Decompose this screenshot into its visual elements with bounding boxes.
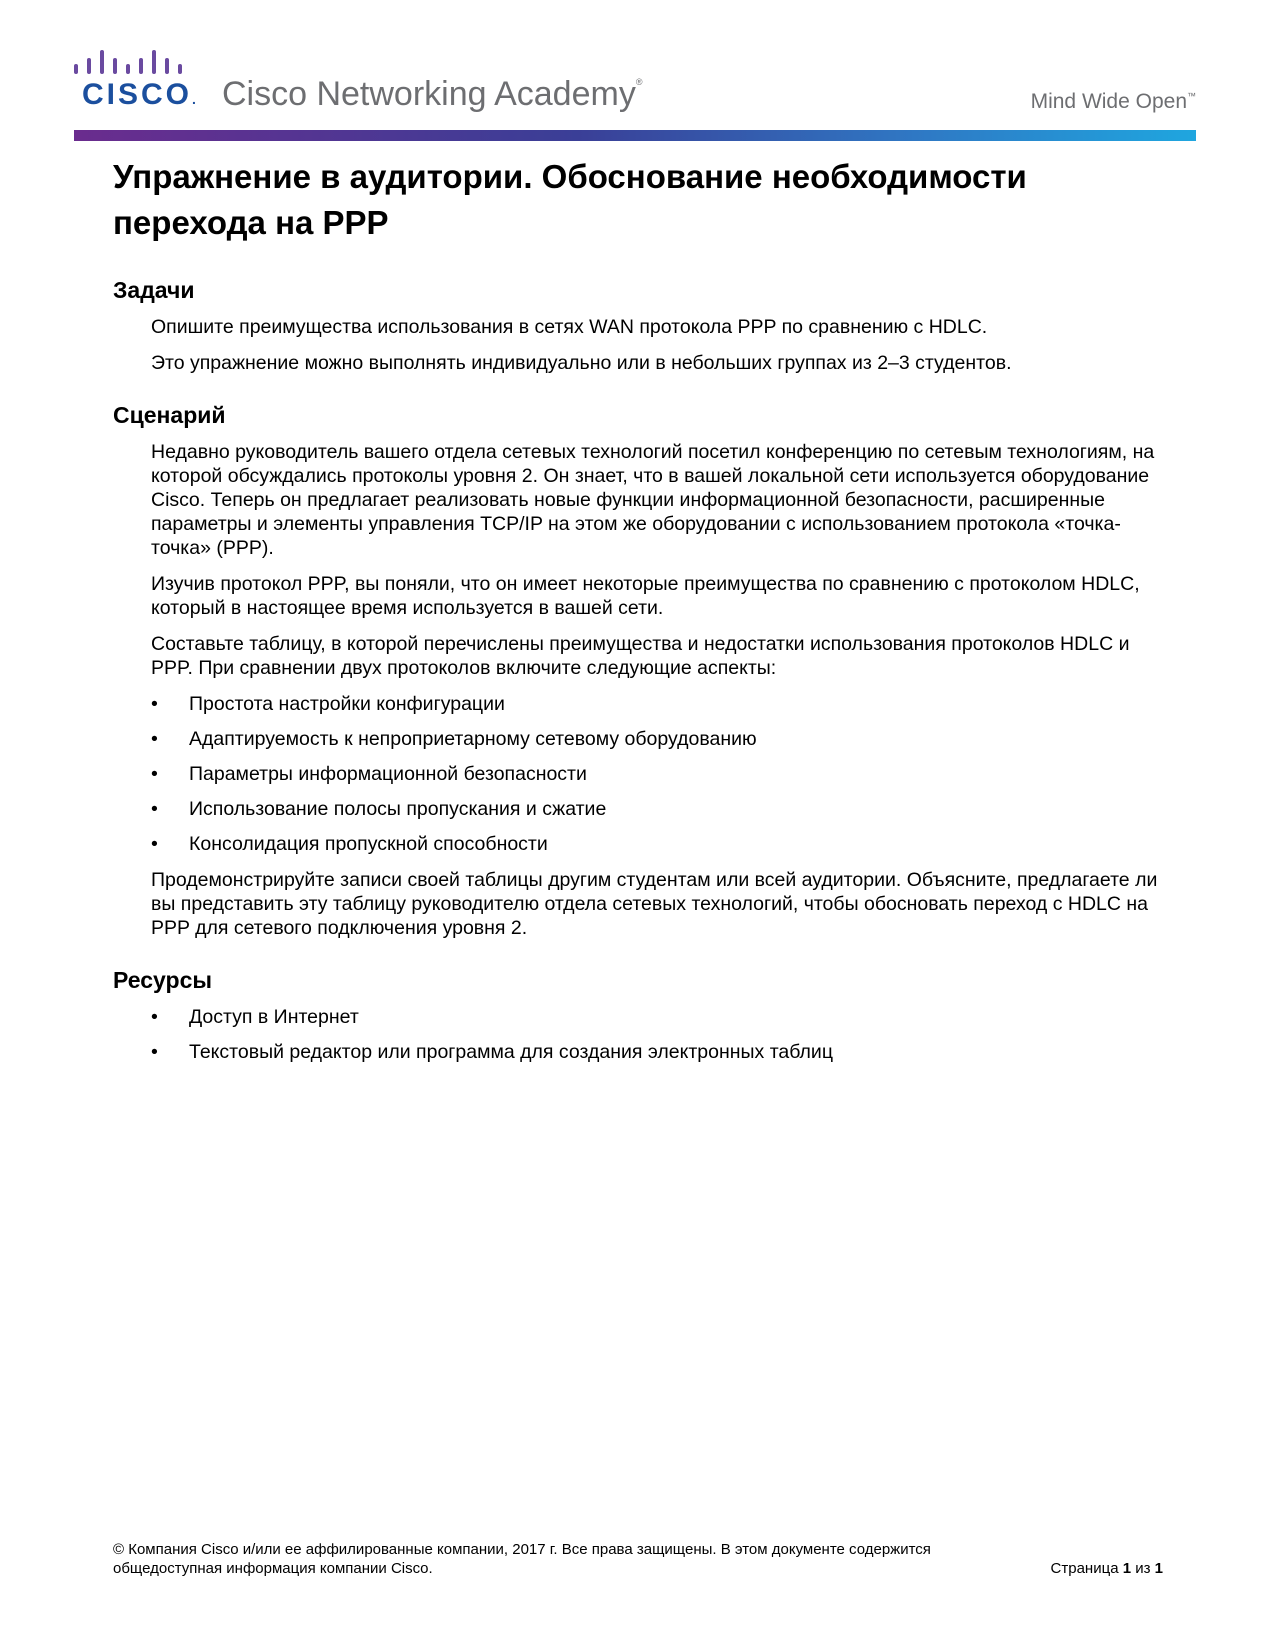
bullet-icon: •: [151, 1006, 158, 1028]
objectives-paragraph: Опишите преимущества использования в сетях WAN протокола PPP по сравнению с HDLC.: [151, 316, 988, 338]
scenario-paragraph: Недавно руководитель вашего отдела сетевых технологий посетил конференцию по сетевым технологиям, на которой обсуждались протоколы уровня 2. Он знает, что в вашей локальной сети используется оборудование Cisco. Теперь он предлагает реализовать новые функции информационной безопасности, расширенные параметры и элементы управления TCP/IP на этом же оборудовании с использованием протокола «точка-точка» (PPP).: [151, 441, 1155, 559]
resources-section: [113, 966, 1163, 1064]
list-item: • Доступ в Интернет: [151, 1006, 359, 1028]
bullet-icon: •: [151, 833, 158, 855]
page-title: Упражнение в аудитории. Обоснование необходимости перехода на PPP: [113, 158, 1027, 241]
tagline: Mind Wide Open™: [1030, 90, 1196, 113]
aspects-list: [151, 692, 1163, 856]
page-footer: [113, 1540, 1163, 1578]
scenario-paragraph: Изучив протокол PPP, вы поняли, что он имеет некоторые преимущества по сравнению с протоколом HDLC, который в настоящее время используется в вашей сети.: [151, 573, 1140, 619]
list-item: • Использование полосы пропускания и сжатие: [151, 798, 607, 820]
page-number: Страница 1 из 1: [1050, 1560, 1163, 1577]
objectives-paragraph: Это упражнение можно выполнять индивидуально или в небольших группах из 2–3 студентов.: [151, 352, 1012, 374]
header-gradient-rule: [74, 130, 1196, 141]
resources-heading: Ресурсы: [113, 967, 213, 993]
scenario-closing: Продемонстрируйте записи своей таблицы другим студентам или всей аудитории. Объясните, предлагаете ли вы представить эту таблицу руководителю отдела сетевых технологий, чтобы обосновать переход с HDLC на PPP для сетевого подключения уровня 2.: [151, 869, 1158, 939]
academy-name: Cisco Networking Academy®: [222, 75, 643, 113]
scenario-paragraph: Составьте таблицу, в которой перечислены преимущества и недостатки использования протоколов HDLC и PPP. При сравнении двух протоколов включите следующие аспекты:: [151, 633, 1130, 679]
list-item: • Текстовый редактор или программа для создания электронных таблиц: [151, 1041, 833, 1063]
list-item: • Простота настройки конфигурации: [151, 693, 505, 715]
bullet-icon: •: [151, 728, 158, 750]
list-item: • Адаптируемость к непроприетарному сетевому оборудованию: [151, 728, 757, 750]
copyright-notice: © Компания Cisco и/или ее аффилированные компании, 2017 г. Все права защищены. В этом документе содержится общедоступная информация компании Cisco.: [113, 1541, 931, 1577]
scenario-heading: Сценарий: [113, 402, 226, 428]
objectives-section: [113, 276, 1163, 375]
list-item: • Консолидация пропускной способности: [151, 833, 548, 855]
cisco-logo-text: CISCO.: [82, 78, 196, 111]
objectives-heading: Задачи: [113, 277, 195, 303]
list-item: • Параметры информационной безопасности: [151, 763, 587, 785]
bullet-icon: •: [151, 1041, 158, 1063]
bullet-icon: •: [151, 798, 158, 820]
document-body: [113, 150, 1163, 1076]
scenario-section: [113, 401, 1163, 940]
page-header: [74, 44, 1196, 144]
bullet-icon: •: [151, 763, 158, 785]
resources-list: [151, 1005, 1163, 1064]
bullet-icon: •: [151, 693, 158, 715]
